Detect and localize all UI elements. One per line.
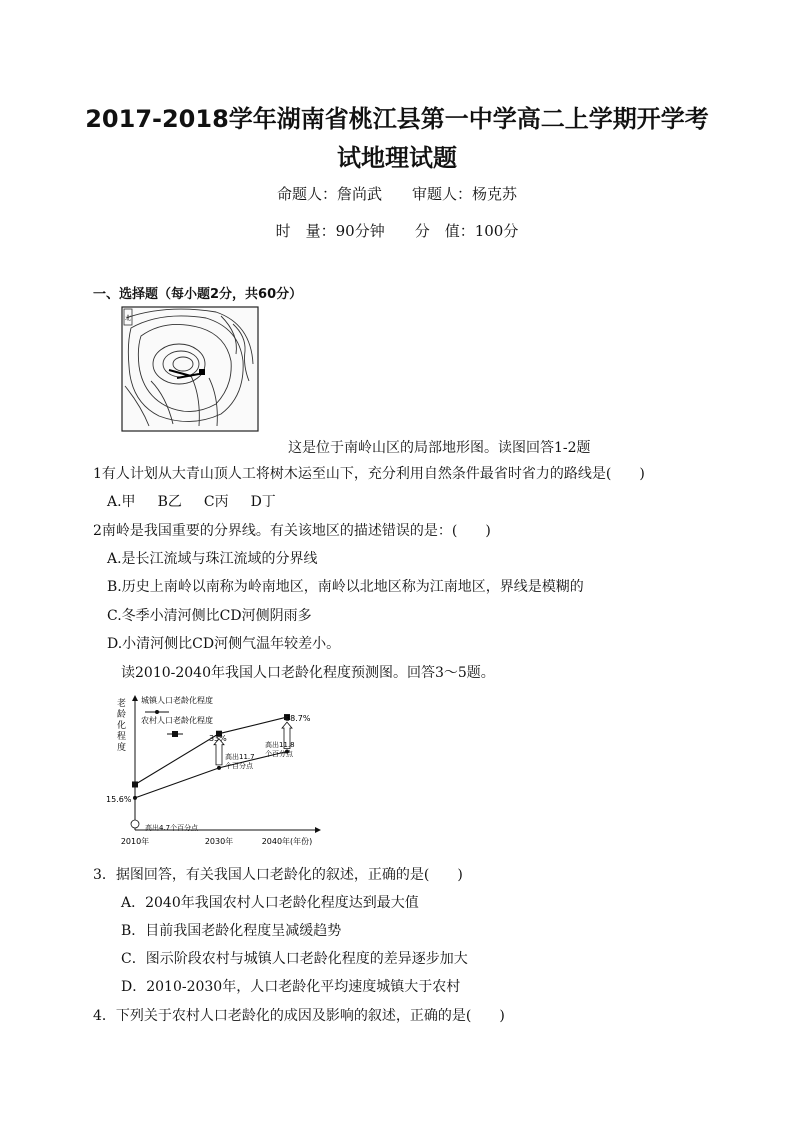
x-tick-labels (121, 836, 312, 846)
legend-rural-label: 农村人口老龄化程度 (141, 716, 213, 725)
time-label: 时 量：90分钟 (275, 222, 385, 240)
q2-option-d: D.小清河侧比CD河侧气温年较差小。 (107, 636, 341, 652)
section-heading: 一、选择题（每小题2分，共60分） (93, 287, 303, 302)
exam-title-line2: 试地理试题 (337, 144, 457, 172)
svg-text:北: 北 (124, 315, 132, 322)
q3-option-a: A．2040年我国农村人口老龄化程度达到最大值 (121, 895, 419, 911)
x-tick-label: 2030年 (204, 837, 234, 846)
topographic-map-image (121, 306, 259, 432)
x-tick-label: 2040年(年份) (261, 837, 313, 846)
topographic-map-drawing (121, 306, 259, 432)
annotation-2030-line1: 高出11.7 (225, 753, 255, 761)
q2-option-b: B.历史上南岭以南称为岭南地区，南岭以北地区称为江南地区，界线是模糊的 (107, 579, 584, 595)
y-label-char: 化 (117, 721, 127, 731)
exam-title-line1: 2017-2018学年湖南省桃江县第一中学高二上学期开学考 (85, 105, 709, 133)
annotation-2040-line1: 高出11.8 (265, 741, 295, 749)
author-label: 命题人：詹尚武 (276, 185, 382, 203)
q3-option-b: B．目前我国老龄化程度呈减缓趋势 (121, 923, 342, 939)
data-label: 38.7% (285, 714, 311, 723)
chart-intro: 读2010-2040年我国人口老龄化程度预测图。回答3～5题。 (121, 665, 495, 681)
q1-option-c: C丙 (203, 494, 229, 510)
y-label-char: 龄 (117, 710, 127, 720)
q2-stem: 2南岭是我国重要的分界线。有关该地区的描述错误的是：( ) (93, 523, 491, 539)
exam-authors (0, 183, 794, 204)
q2-option-a: A.是长江流域与珠江流域的分界线 (107, 551, 318, 567)
annotation-2040-line2: 个百分点 (265, 750, 293, 758)
gap-marker (131, 820, 139, 828)
x-tick-label: 2010年 (120, 837, 150, 846)
y-axis-label (117, 697, 126, 753)
q1-option-a: A.甲 (107, 494, 136, 510)
urban-point (217, 766, 221, 770)
data-label: 15.6% (106, 795, 132, 804)
data-label: 33% (209, 734, 227, 743)
exam-time-score (0, 220, 794, 241)
y-label-char: 程 (117, 732, 127, 742)
q2-option-c: C.冬季小清河侧比CD河侧阴雨多 (107, 608, 312, 624)
map-caption: 这是位于南岭山区的局部地形图。读图回答1-2题 (288, 440, 591, 456)
annotation-2030-line2: 个百分点 (225, 762, 253, 770)
aging-chart-svg (106, 690, 327, 848)
urban-point (133, 796, 137, 800)
q3-stem: 3．据图回答，有关我国人口老龄化的叙述，正确的是( ) (93, 867, 463, 883)
q3-option-d: D．2010-2030年，人口老龄化平均速度城镇大于农村 (121, 979, 461, 995)
q1-options (107, 491, 276, 511)
legend-urban-marker (155, 710, 159, 714)
q1-stem: 1有人计划从大青山顶人工将树木运至山下，充分利用自然条件最省时省力的路线是( ) (93, 466, 645, 482)
legend-urban-label: 城镇人口老龄化程度 (141, 696, 213, 705)
y-label-char: 度 (117, 743, 127, 753)
y-label-char: 老 (117, 699, 127, 709)
q3-option-c: C．图示阶段农村与城镇人口老龄化程度的差异逐步加大 (121, 951, 468, 967)
legend-rural-marker (172, 731, 178, 737)
q1-option-d: D丁 (250, 494, 276, 510)
q4-stem: 4．下列关于农村人口老龄化的成因及影响的叙述，正确的是( ) (93, 1008, 505, 1024)
score-label: 分 值：100分 (414, 222, 519, 240)
aging-chart (106, 690, 327, 848)
urban-series-line (135, 751, 287, 797)
q1-option-b: B乙 (157, 494, 182, 510)
legend (141, 695, 213, 737)
reviewer-label: 审题人：杨克苏 (412, 185, 518, 203)
annotation-2010: 高出4.7个百分点 (145, 824, 199, 832)
rural-point (132, 781, 138, 787)
